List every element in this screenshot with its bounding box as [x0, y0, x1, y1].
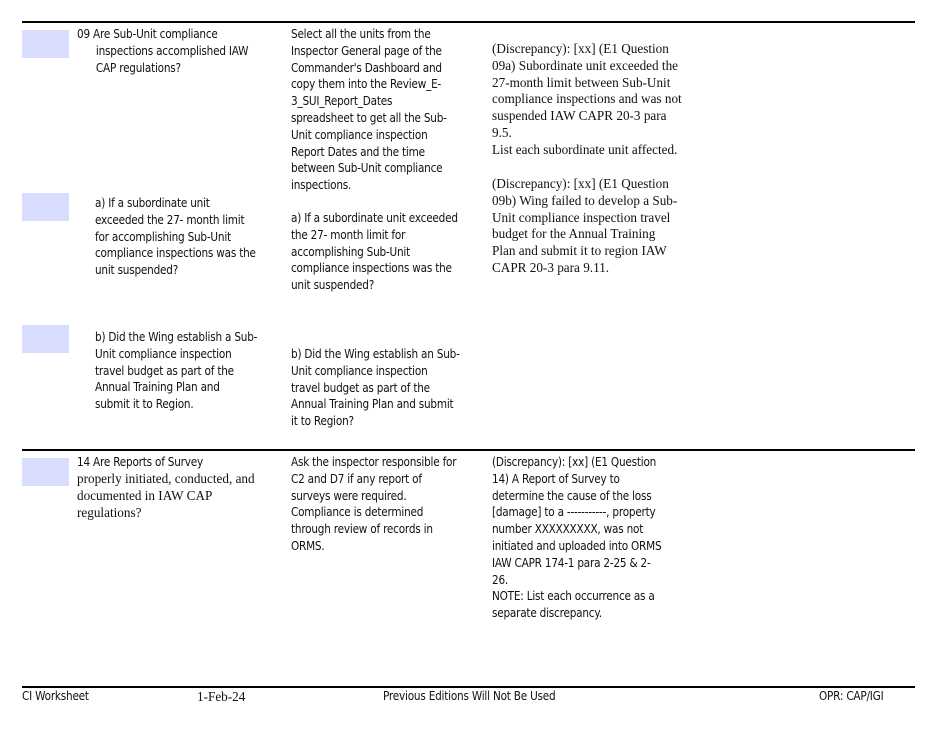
- q09a-question: a) If a subordinate unit exceeded the 27- month limit for accomplishing Sub-Unit compliance inspections was the unit suspended?: [95, 196, 256, 278]
- footer-opr: OPR: CAP/IGI: [819, 689, 884, 703]
- q09b-question: b) Did the Wing establish a Sub- Unit compliance inspection travel budget as part of the Annual Training Plan and submit it to Region.: [95, 330, 258, 412]
- q14-question-rest: properly initiated, conducted, and documented in IAW CAP regulations?: [77, 471, 255, 520]
- q09-guidance: Select all the units from the Inspector General page of the Commander's Dashboard and copy them into the Review_E- 3_SUI_Report_Dates spreadsheet to get all the Sub- Unit compliance inspection Report Dates and the time between Sub-Unit compliance inspections.: [291, 27, 447, 193]
- q14-question-head: Are Reports of Survey: [93, 455, 203, 469]
- footer-form-name: CI Worksheet: [22, 689, 89, 703]
- footer-editions-note: Previous Editions Will Not Be Used: [383, 689, 556, 703]
- q09b-discrepancy: (Discrepancy): [xx] (E1 Question 09b) Wing failed to develop a Sub- Unit compliance inspection travel budget for the Annual Training Plan and submit it to region IAW CAPR 20-3 para 9.11.: [492, 176, 678, 275]
- q09b-response-box[interactable]: [22, 325, 69, 353]
- q09a-guidance: a) If a subordinate unit exceeded the 27- month limit for accomplishing Sub-Unit compliance inspections was the unit suspended?: [291, 211, 458, 293]
- q09-response-box[interactable]: [22, 30, 69, 58]
- footer-rule: [22, 686, 915, 688]
- q14-response-box[interactable]: [22, 458, 69, 486]
- q14-question: [77, 454, 292, 521]
- q09a-response-box[interactable]: [22, 193, 69, 221]
- section-divider-rule: [22, 449, 915, 451]
- q09b-guidance: b) Did the Wing establish an Sub- Unit compliance inspection travel budget as part of the Annual Training Plan and submit it to Region?: [291, 347, 460, 429]
- q14-discrepancy: (Discrepancy): [xx] (E1 Question 14) A Report of Survey to determine the cause of the loss [damage] to a -----------, property number XXXXXXXXX, was not initiated and uploaded into ORMS IAW CAPR 174-1 para 2-25 & 2- 26. NOTE: List each occurrence as a separate discrepancy.: [492, 455, 662, 621]
- q09a-discrepancy: (Discrepancy): [xx] (E1 Question 09a) Subordinate unit exceeded the 27-month limit between Sub-Unit compliance inspections and was not suspended IAW CAPR 20-3 para 9.5. List each subordinate unit affected.: [492, 41, 682, 157]
- q14-number: 14: [77, 455, 90, 469]
- q14-guidance: Ask the inspector responsible for C2 and D7 if any report of surveys were required. Compliance is determined through review of records in ORMS.: [291, 455, 457, 553]
- q09-question: 09 Are Sub-Unit compliance inspections accomplished IAW CAP regulations?: [77, 27, 249, 75]
- section-top-rule: [22, 21, 915, 23]
- footer-date: 1-Feb-24: [197, 689, 246, 704]
